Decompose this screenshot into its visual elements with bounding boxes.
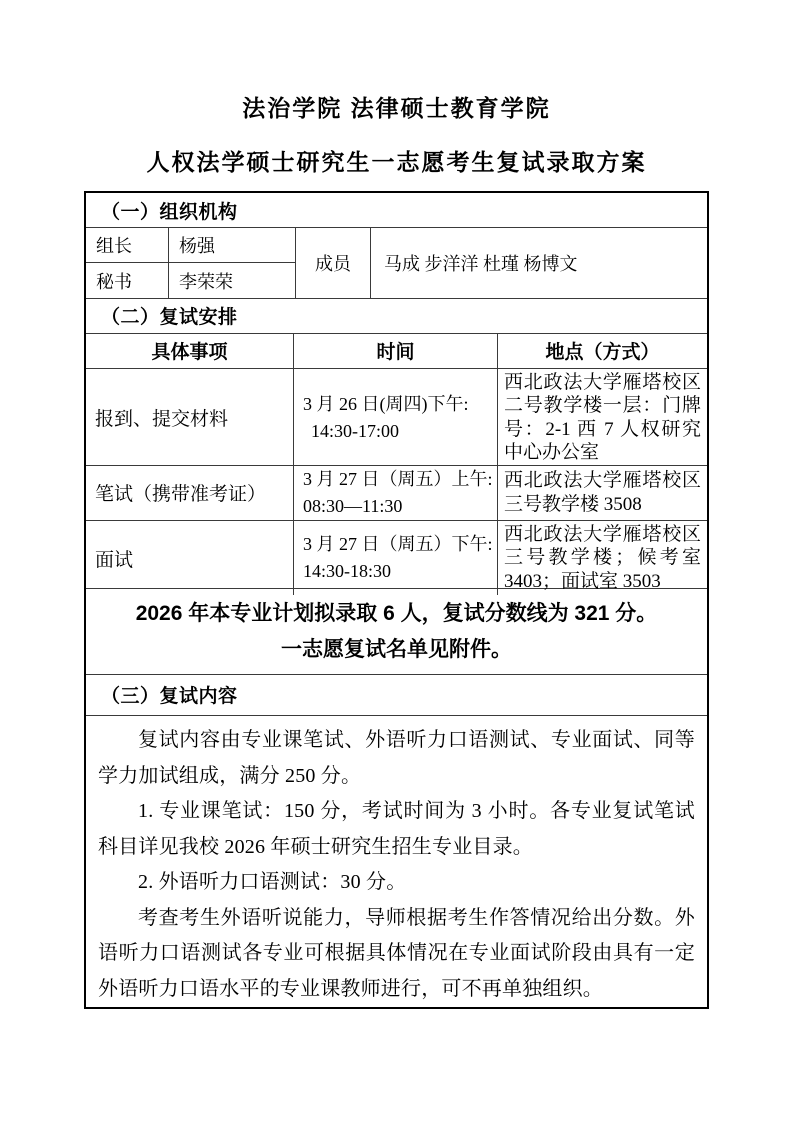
leader-name-cell: 杨强 bbox=[169, 228, 296, 263]
paragraph-written-exam: 1. 专业课笔试：150 分，考试时间为 3 小时。各专业复试笔试科目详见我校 2026 年硕士研究生招生专业目录。 bbox=[98, 800, 695, 858]
note-list-attachment: 一志愿复试名单见附件。 bbox=[281, 637, 512, 661]
time-cell bbox=[294, 369, 498, 467]
column-header-time: 时间 bbox=[294, 334, 498, 368]
members-names-cell: 马成 步洋洋 杜瑾 杨博文 bbox=[384, 254, 578, 275]
secretary-name-cell: 李荣荣 bbox=[169, 263, 296, 298]
item-cell: 笔试（携带准考证） bbox=[86, 466, 294, 520]
document-title-line1: 法治学院 法律硕士教育学院 bbox=[242, 95, 551, 121]
time-line2: 08:30—11:30 bbox=[303, 495, 403, 516]
item-cell: 报到、提交材料 bbox=[86, 369, 294, 467]
leader-label-cell: 组长 bbox=[86, 228, 169, 263]
section3-body bbox=[86, 716, 707, 1007]
schedule-row-interview bbox=[86, 521, 707, 592]
note-quota-scoreline: 2026 年本专业计划拟录取 6 人，复试分数线为 321 分。 bbox=[135, 601, 658, 625]
time-cell bbox=[294, 466, 498, 520]
schedule-header-row bbox=[86, 334, 707, 369]
organization-grid bbox=[86, 228, 707, 299]
column-header-place: 地点（方式） bbox=[545, 342, 660, 364]
time-line1: 3 月 27 日（周五）下午: bbox=[303, 534, 493, 555]
section3-heading: （三）复试内容 bbox=[86, 675, 707, 716]
time-line1: 3 月 27 日（周五）上午: bbox=[303, 468, 493, 489]
secretary-label-cell: 秘书 bbox=[86, 263, 169, 298]
place-cell bbox=[498, 466, 707, 520]
time-line1: 3 月 26 日(周四)下午: bbox=[303, 393, 469, 414]
place-text: 西北政法大学雁塔校区二号教学楼一层：门牌号：2-1 西 7 人权研究中心办公室 bbox=[504, 371, 701, 464]
paragraph-language-test-detail: 考查考生外语听说能力，导师根据考生作答情况给出分数。外语听力口语测试各专业可根据具体情况在专业面试阶段由具有一定外语听力口语水平的专业课教师进行，可不再单独组织。 bbox=[98, 906, 695, 1000]
admission-notes bbox=[86, 589, 707, 675]
paragraph-overview: 复试内容由专业课笔试、外语听力口语测试、专业面试、同等学力加试组成，满分 250 分。 bbox=[98, 729, 695, 787]
main-table bbox=[84, 191, 709, 1009]
time-line2: 14:30-17:00 bbox=[311, 420, 399, 441]
place-cell bbox=[498, 369, 707, 467]
members-label-cell: 成员 bbox=[296, 228, 371, 298]
section1-heading: （一）组织机构 bbox=[86, 193, 707, 228]
paragraph-language-test: 2. 外语听力口语测试：30 分。 bbox=[138, 871, 407, 894]
time-line2: 14:30-18:30 bbox=[303, 561, 391, 582]
schedule-row-registration bbox=[86, 369, 707, 466]
section2-heading: （二）复试安排 bbox=[86, 299, 707, 333]
place-cell bbox=[498, 521, 707, 596]
place-text: 西北政法大学雁塔校区三号教学楼 3508 bbox=[504, 470, 701, 515]
time-cell bbox=[294, 521, 498, 596]
schedule-row-written-exam bbox=[86, 466, 707, 521]
document-title-line2: 人权法学硕士研究生一志愿考生复试录取方案 bbox=[146, 149, 647, 175]
item-cell: 面试 bbox=[86, 521, 294, 596]
place-text: 西北政法大学雁塔校区三号教学楼；候考室 3403；面试室 3503 bbox=[504, 523, 701, 592]
column-header-item: 具体事项 bbox=[86, 334, 294, 368]
